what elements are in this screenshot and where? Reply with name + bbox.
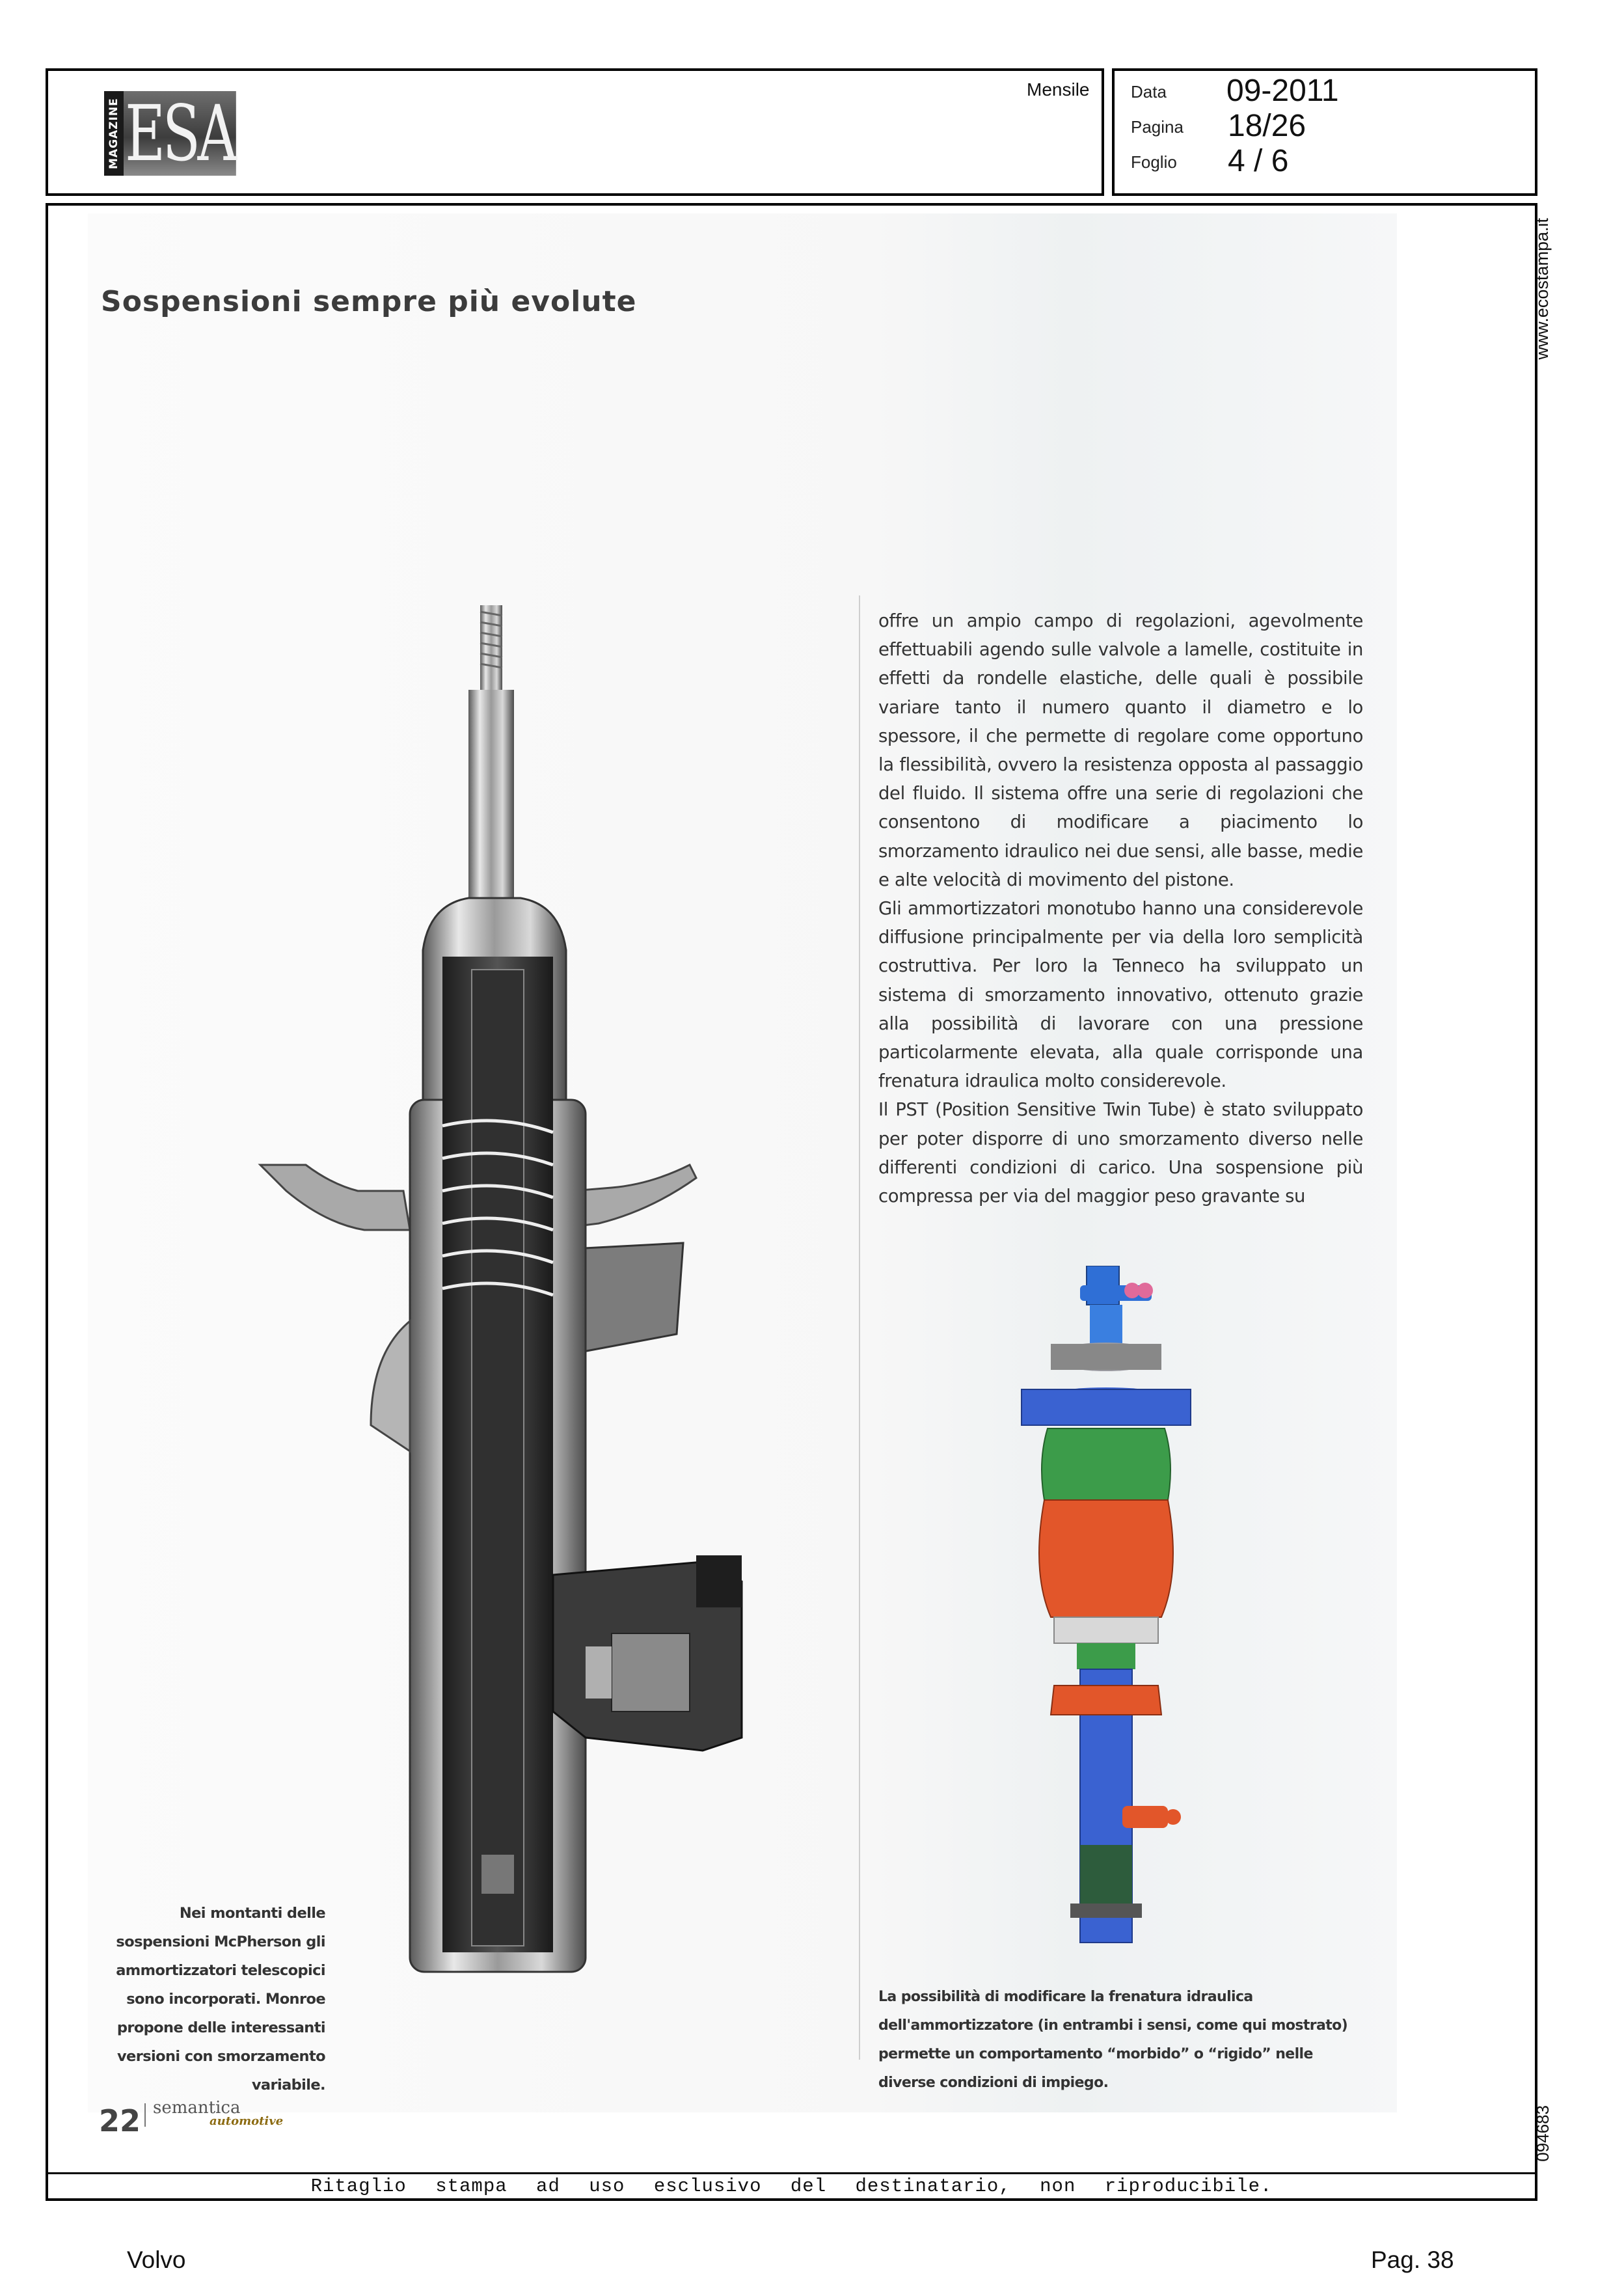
publisher-separator xyxy=(144,2103,146,2127)
logo-magazine-tag: MAGAZINE xyxy=(104,91,124,176)
publisher-name: semantica xyxy=(153,2098,241,2118)
footer-page: Pag. 38 xyxy=(1371,2246,1454,2273)
column-divider xyxy=(859,595,860,2060)
damper-diagram-image xyxy=(1015,1266,1210,1956)
article-paragraph: offre un ampio campo di regolazioni, agevolmente effettuabili agendo sulle valvole a lamelle, costituite in effetti da rondelle elastiche, delle quali è possibile variare tanto il numero quanto il diametro e lo spessore, il che permette di regolare come opportuno la flessibilità, ovvero la resistenza opposta al passaggio del fluido. Il sistema offre una serie di regolazioni che consentono di modificare a piacimento lo smorzamento idraulico nei due sensi, alle basse, medie e alte velocità di movimento del pistone. xyxy=(878,610,1363,890)
meta-date-value: 09-2011 xyxy=(1226,74,1339,108)
meta-page-label: Pagina xyxy=(1131,117,1184,137)
footer-client: Volvo xyxy=(127,2246,186,2273)
caption-right: La possibilità di modificare la frenatura idraulica dell'ammortizzatore (in entrambi i sensi, come qui mostrato) permette un comportamento “morbido” o “rigido” nelle diverse condizioni di impiego. xyxy=(878,1989,1348,2091)
logo-wordmark: ESA xyxy=(124,91,236,176)
article-heading: Sospensioni sempre più evolute xyxy=(101,285,637,318)
publication-frequency: Mensile xyxy=(1027,79,1090,100)
disclaimer-separator xyxy=(46,2172,1537,2174)
disclaimer: Ritaglio stampa ad uso esclusivo del destinatario, non riproducibile. xyxy=(310,2176,1273,2197)
publisher-subname: automotive xyxy=(210,2114,284,2128)
meta-sheet-value: 4 / 6 xyxy=(1228,144,1289,178)
magazine-page-number: 22 xyxy=(99,2103,141,2138)
side-code: 094683 xyxy=(1533,2105,1552,2162)
caption-left: Nei montanti delle sospensioni McPherson gli ammortizzatori telescopici sono incorporati. Monroe propone delle interessanti versioni con smorzamento variabile. xyxy=(116,1905,325,2094)
mcpherson-strut-image xyxy=(247,605,820,2063)
article-body xyxy=(878,607,1363,1210)
esa-logo xyxy=(104,91,237,176)
meta-date-label: Data xyxy=(1131,82,1167,102)
meta-page-value: 18/26 xyxy=(1228,109,1306,143)
meta-sheet-label: Foglio xyxy=(1131,152,1177,172)
side-url: www.ecostampa.it xyxy=(1532,218,1552,360)
article-paragraph: Il PST (Position Sensitive Twin Tube) è stato sviluppato per poter disporre di uno smorzamento diverso nelle differenti condizioni di carico. Una sospensione più compressa per via del maggior peso gravante su xyxy=(878,1099,1363,1207)
article-paragraph: Gli ammortizzatori monotubo hanno una considerevole diffusione principalmente per via della loro semplicità costruttiva. Per loro la Tenneco ha sviluppato un sistema di smorzamento innovativo, ottenuto grazie alla possibilità di lavorare con una pressione particolarmente elevata, alla quale corrisponde una frenatura idraulica molto considerevole. xyxy=(878,898,1363,1092)
